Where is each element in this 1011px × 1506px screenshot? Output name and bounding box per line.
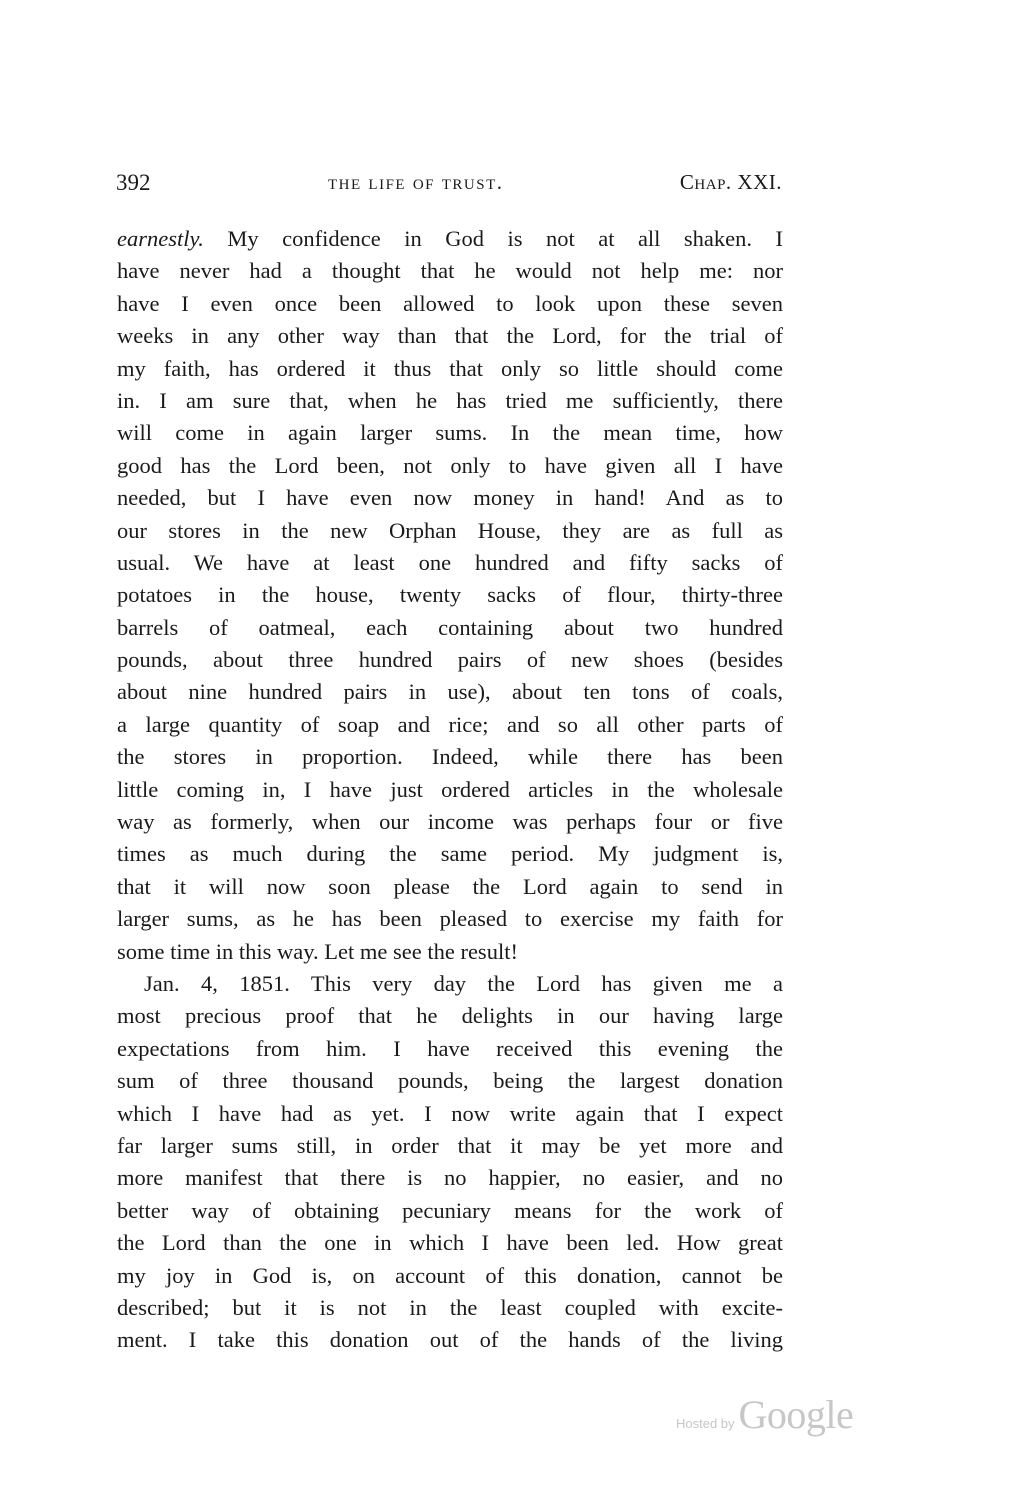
text-line: will come in again larger sums. In the mean time, how	[117, 420, 783, 446]
text-line: our stores in the new Orphan House, they are as full as	[117, 517, 783, 543]
text-line: the Lord than the one in which I have been led. How great	[117, 1230, 783, 1256]
text-line: which I have had as yet. I now write again that I expect	[117, 1100, 783, 1126]
text-line: have I even once been allowed to look upon these seven	[117, 290, 783, 316]
text-line: needed, but I have even now money in hand! And as to	[117, 485, 783, 511]
text-line: larger sums, as he has been pleased to exercise my faith for	[117, 906, 783, 932]
running-head	[116, 170, 782, 202]
text-line: times as much during the same period. My judgment is,	[117, 841, 783, 867]
text-line: potatoes in the house, twenty sacks of flour, thirty-three	[117, 582, 783, 608]
text-line: described; but it is not in the least coupled with excite-	[117, 1294, 783, 1320]
text-line: more manifest that there is no happier, no easier, and no	[117, 1165, 783, 1191]
text-line: weeks in any other way than that the Lord, for the trial of	[117, 323, 783, 349]
google-logo: Google	[738, 1392, 854, 1437]
chapter-label: Chap. XXI.	[679, 170, 782, 194]
text-line: in. I am sure that, when he has tried me sufficiently, there	[117, 387, 783, 413]
text-line	[117, 223, 783, 255]
text-line: have never had a thought that he would not help me: nor	[117, 258, 783, 284]
text-line: my joy in God is, on account of this donation, cannot be	[117, 1262, 783, 1288]
paragraph-end-line: some time in this way. Let me see the result!	[117, 938, 518, 964]
watermark-prefix: Hosted by	[676, 1416, 735, 1431]
paragraph-start-line: Jan. 4, 1851. This very day the Lord has given me a	[144, 970, 783, 996]
text-line: little coming in, I have just ordered articles in the wholesale	[117, 776, 783, 802]
text-line: good has the Lord been, not only to have given all I have	[117, 452, 783, 478]
text-line: expectations from him. I have received this evening the	[117, 1035, 783, 1061]
text-line: most precious proof that he delights in our having large	[117, 1003, 783, 1029]
text-line: about nine hundred pairs in use), about ten tons of coals,	[117, 679, 783, 705]
text-line: better way of obtaining pecuniary means for the work of	[117, 1197, 783, 1223]
page-number: 392	[116, 170, 151, 195]
italic-word: earnestly.	[117, 226, 204, 251]
text-line: usual. We have at least one hundred and fifty sacks of	[117, 549, 783, 575]
text-line: way as formerly, when our income was perhaps four or five	[117, 809, 783, 835]
body-text	[117, 223, 783, 1357]
line-text: My confidence in God is not at all shaken. I	[203, 226, 783, 251]
text-line: a large quantity of soap and rice; and so all other parts of	[117, 711, 783, 737]
running-title: the life of trust.	[328, 170, 504, 194]
text-line: far larger sums still, in order that it may be yet more and	[117, 1132, 783, 1158]
text-line: the stores in proportion. Indeed, while there has been	[117, 744, 783, 770]
text-line: ment. I take this donation out of the hands of the living	[117, 1327, 783, 1353]
text-line: my faith, has ordered it thus that only so little should come	[117, 355, 783, 381]
text-line: pounds, about three hundred pairs of new shoes (besides	[117, 647, 783, 673]
text-line: barrels of oatmeal, each containing about two hundred	[117, 614, 783, 640]
hosted-by-google-watermark	[676, 1391, 853, 1437]
text-line: sum of three thousand pounds, being the largest donation	[117, 1068, 783, 1094]
text-line: that it will now soon please the Lord again to send in	[117, 873, 783, 899]
